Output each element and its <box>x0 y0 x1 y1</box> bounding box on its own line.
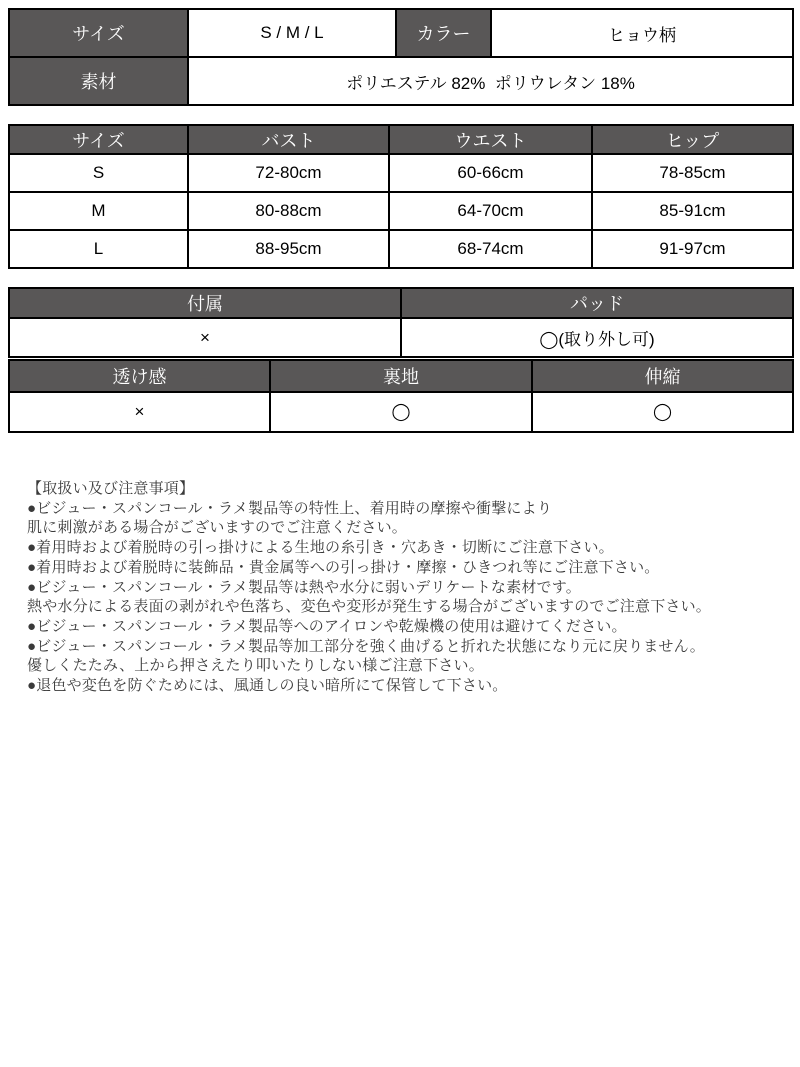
sheerness-label-cell: 透け感 <box>9 360 270 392</box>
bust-cell: 72-80cm <box>188 154 389 192</box>
care-note-line: ●着用時および着脱時の引っ掛けによる生地の糸引き・穴あき・切断にご注意下さい。 <box>27 539 614 557</box>
size-cell: S <box>9 154 188 192</box>
hip-cell: 91-97cm <box>592 230 793 268</box>
size-chart-row-s <box>9 154 793 192</box>
size-chart-row-m <box>9 192 793 230</box>
size-chart-row-l <box>9 230 793 268</box>
stretch-value-cell: ◯ <box>532 392 793 432</box>
care-note-line: ●退色や変色を防ぐためには、風通しの良い暗所にて保管して下さい。 <box>27 677 508 695</box>
feature-table <box>8 359 794 433</box>
bust-cell: 88-95cm <box>188 230 389 268</box>
size-chart-table <box>8 124 794 269</box>
bust-cell: 80-88cm <box>188 192 389 230</box>
pad-value-cell: ◯(取り外し可) <box>401 318 793 357</box>
care-note-line: ●ビジュー・スパンコール・ラメ製品等加工部分を強く曲げると折れた状態になり元に戻りません。 <box>27 637 705 655</box>
size-cell: L <box>9 230 188 268</box>
care-note-line: 肌に刺激がある場合がございますのでご注意ください。 <box>27 519 408 537</box>
stretch-label-cell: 伸縮 <box>532 360 793 392</box>
hip-cell: 78-85cm <box>592 154 793 192</box>
accessory-header-row <box>9 288 793 318</box>
care-note-line: ●ビジュー・スパンコール・ラメ製品等の特性上、着用時の摩擦や衝撃により <box>27 499 553 517</box>
care-note-line: ●着用時および着脱時に装飾品・貴金属等への引っ掛け・摩擦・ひきつれ等にご注意下さい。 <box>27 558 660 576</box>
size-chart-header-waist: ウエスト <box>389 125 592 154</box>
size-cell: M <box>9 192 188 230</box>
size-color-material-table <box>8 8 794 106</box>
accessory-label-cell: 付属 <box>9 288 401 318</box>
hip-cell: 85-91cm <box>592 192 793 230</box>
accessory-value-cell: × <box>9 318 401 357</box>
care-note-line: 優しくたたみ、上から押さえたり叩いたりしない様ご注意下さい。 <box>27 657 484 675</box>
material-value-cell: ポリエステル 82% ポリウレタン 18% <box>188 57 793 105</box>
size-chart-header-size: サイズ <box>9 125 188 154</box>
table-row <box>9 9 793 57</box>
material-label-cell: 素材 <box>9 57 188 105</box>
waist-cell: 64-70cm <box>389 192 592 230</box>
lining-value-cell: ◯ <box>270 392 532 432</box>
care-note-line: 熱や水分による表面の剥がれや色落ち、変色や変形が発生する場合がございますのでご注意下さい。 <box>27 598 712 616</box>
size-chart-header-hip: ヒップ <box>592 125 793 154</box>
lining-label-cell: 裏地 <box>270 360 532 392</box>
color-value-cell: ヒョウ柄 <box>491 9 793 57</box>
accessory-value-row <box>9 318 793 357</box>
care-note-line: ●ビジュー・スパンコール・ラメ製品等は熱や水分に弱いデリケートな素材です。 <box>27 578 581 596</box>
table-row <box>9 57 793 105</box>
accessory-pad-table <box>8 287 794 358</box>
color-label-cell: カラー <box>396 9 491 57</box>
sheerness-value-cell: × <box>9 392 270 432</box>
waist-cell: 68-74cm <box>389 230 592 268</box>
care-notes <box>27 479 782 696</box>
pad-label-cell: パッド <box>401 288 793 318</box>
care-notes-title: 【取扱い及び注意事項】 <box>27 480 195 497</box>
care-note-line: ●ビジュー・スパンコール・ラメ製品等へのアイロンや乾燥機の使用は避けてください。 <box>27 617 627 635</box>
size-value-cell: S / M / L <box>188 9 396 57</box>
waist-cell: 60-66cm <box>389 154 592 192</box>
feature-value-row <box>9 392 793 432</box>
size-label-cell: サイズ <box>9 9 188 57</box>
size-chart-header-bust: バスト <box>188 125 389 154</box>
size-chart-header-row <box>9 125 793 154</box>
feature-header-row <box>9 360 793 392</box>
